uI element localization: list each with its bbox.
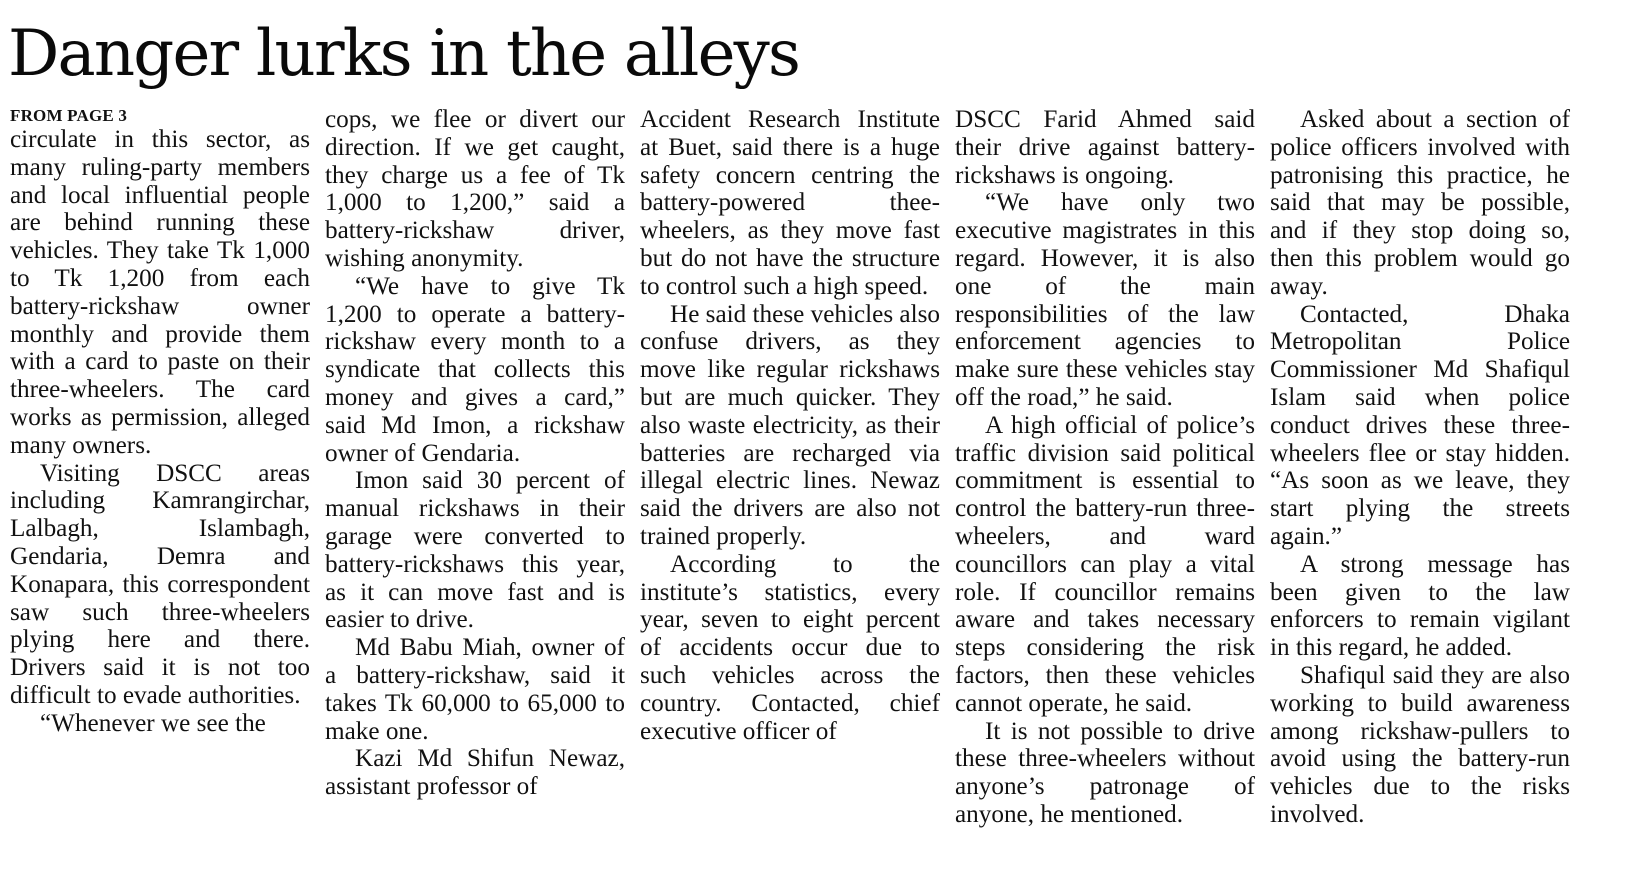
column-1 [10, 106, 310, 738]
column-2 [325, 106, 625, 801]
paragraph: According to the institute’s statistics, every year, seven to eight percent of accidents occur due to such vehicles across the country. Contacted, chief executive officer of [640, 550, 940, 745]
column-5 [1270, 106, 1570, 829]
paragraph: “We have only two executive magistrates in this regard. However, it is also one of the main responsibilities of the law enforcement agencies to make sure these vehicles stay off the road,” he said. [955, 189, 1255, 411]
paragraph: “Whenever we see the [40, 709, 266, 737]
paragraph: Md Babu Miah, owner of a battery-rickshaw, said it takes Tk 60,000 to 65,000 to make one. [325, 634, 625, 745]
paragraph: Visiting DSCC areas including Kamrangirchar, Lalbagh, Islambagh, Gendaria, Demra and Konapara, this correspondent saw such three-wheelers plying here and there. Drivers said it is not too difficult to evade authorities. [10, 459, 310, 709]
paragraph: Contacted, Dhaka Metropolitan Police Commissioner Md Shafiqul Islam said when police conduct drives these three-wheelers flee or stay hidden. “As soon as we leave, they start plying the streets again.” [1270, 300, 1570, 550]
paragraph: Imon said 30 percent of manual rickshaws in their garage were converted to battery-rickshaws this year, as it can move fast and is easier to drive. [325, 467, 625, 634]
paragraph: Shafiqul said they are also working to build awareness among rickshaw-pullers to avoid using the battery-run vehicles due to the risks involved. [1270, 661, 1570, 828]
paragraph: It is not possible to drive these three-wheelers without anyone’s patronage of anyone, he mentioned. [955, 717, 1255, 828]
paragraph: cops, we flee or divert our direction. If we get caught, they charge us a fee of Tk 1,000 to 1,200,” said a battery-rickshaw driver, wishing anonymity. [325, 106, 625, 272]
column-4 [955, 106, 1255, 829]
paragraph: Asked about a section of police officers involved with patronising this practice, he said that may be possible, and if they stop doing so, then this problem would go away. [1270, 106, 1570, 300]
paragraph: He said these vehicles also confuse drivers, as they move like regular rickshaws but are much quicker. They also waste electricity, as their batteries are recharged via illegal electric lines. Newaz said the drivers are also not trained properly. [640, 300, 940, 550]
column-3 [640, 106, 940, 745]
paragraph: “We have to give Tk 1,200 to operate a battery-rickshaw every month to a syndicate that collects this money and gives a card,” said Md Imon, a rickshaw owner of Gendaria. [325, 272, 625, 467]
article-body [10, 106, 1628, 876]
headline: Danger lurks in the alleys [8, 17, 800, 91]
paragraph: Accident Research Institute at Buet, said there is a huge safety concern centring the battery-powered thee-wheelers, as they move fast but do not have the structure to control such a high speed. [640, 106, 940, 300]
paragraph: circulate in this sector, as many ruling-party members and local influential people are behind running these vehicles. They take Tk 1,000 to Tk 1,200 from each battery-rickshaw owner monthly and provide them with a card to paste on their three-wheelers. The card works as permission, alleged many owners. [10, 126, 310, 459]
paragraph: Kazi Md Shifun Newaz, assistant professor of [325, 745, 625, 801]
paragraph: DSCC Farid Ahmed said their drive against battery-rickshaws is ongoing. [955, 106, 1255, 189]
paragraph: A high official of police’s traffic division said political commitment is essential to control the battery-run three-wheelers, and ward councillors can play a vital role. If councillor remains aware and takes necessary steps considering the risk factors, then these vehicles cannot operate, he said. [955, 411, 1255, 717]
jump-label: FROM PAGE 3 [10, 106, 128, 125]
paragraph: A strong message has been given to the law enforcers to remain vigilant in this regard, he added. [1270, 550, 1570, 662]
